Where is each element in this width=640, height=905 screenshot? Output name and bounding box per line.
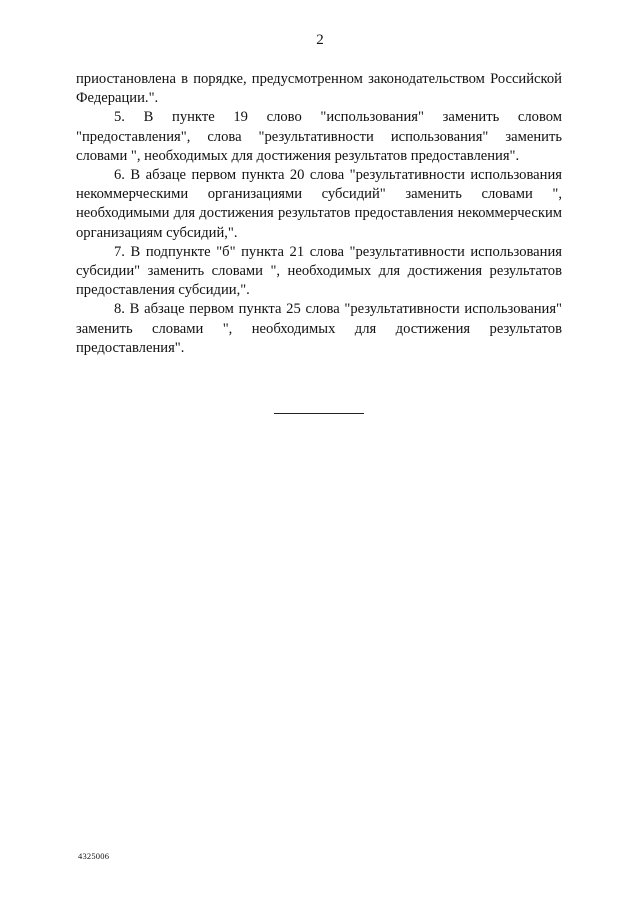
document-body: [76, 70, 562, 358]
paragraph-item-6: 6. В абзаце первом пункта 20 слова "результативности использования некоммерческими организациями субсидий" заменить словами ", необходимыми для достижения результатов предоставления некоммерческим организациям субсидий,".: [76, 167, 562, 241]
end-of-text-rule: [274, 413, 364, 414]
paragraph-item-5: 5. В пункте 19 слово "использования" заменить словом "предоставления", слова "результативности использования" заменить словами ", необходимых для достижения результатов предоставления".: [76, 109, 562, 164]
document-code: 4325006: [78, 851, 110, 861]
paragraph-item-8: 8. В абзаце первом пункта 25 слова "результативности использования" заменить словами ", необходимых для достижения результатов предоставления".: [76, 301, 562, 356]
paragraph-continuation: приостановлена в порядке, предусмотренном законодательством Российской Федерации.".: [76, 71, 562, 107]
page-number: 2: [316, 32, 324, 48]
paragraph-item-7: 7. В подпункте "б" пункта 21 слова "результативности использования субсидии" заменить словами ", необходимых для достижения результатов предоставления субсидии,".: [76, 243, 562, 299]
